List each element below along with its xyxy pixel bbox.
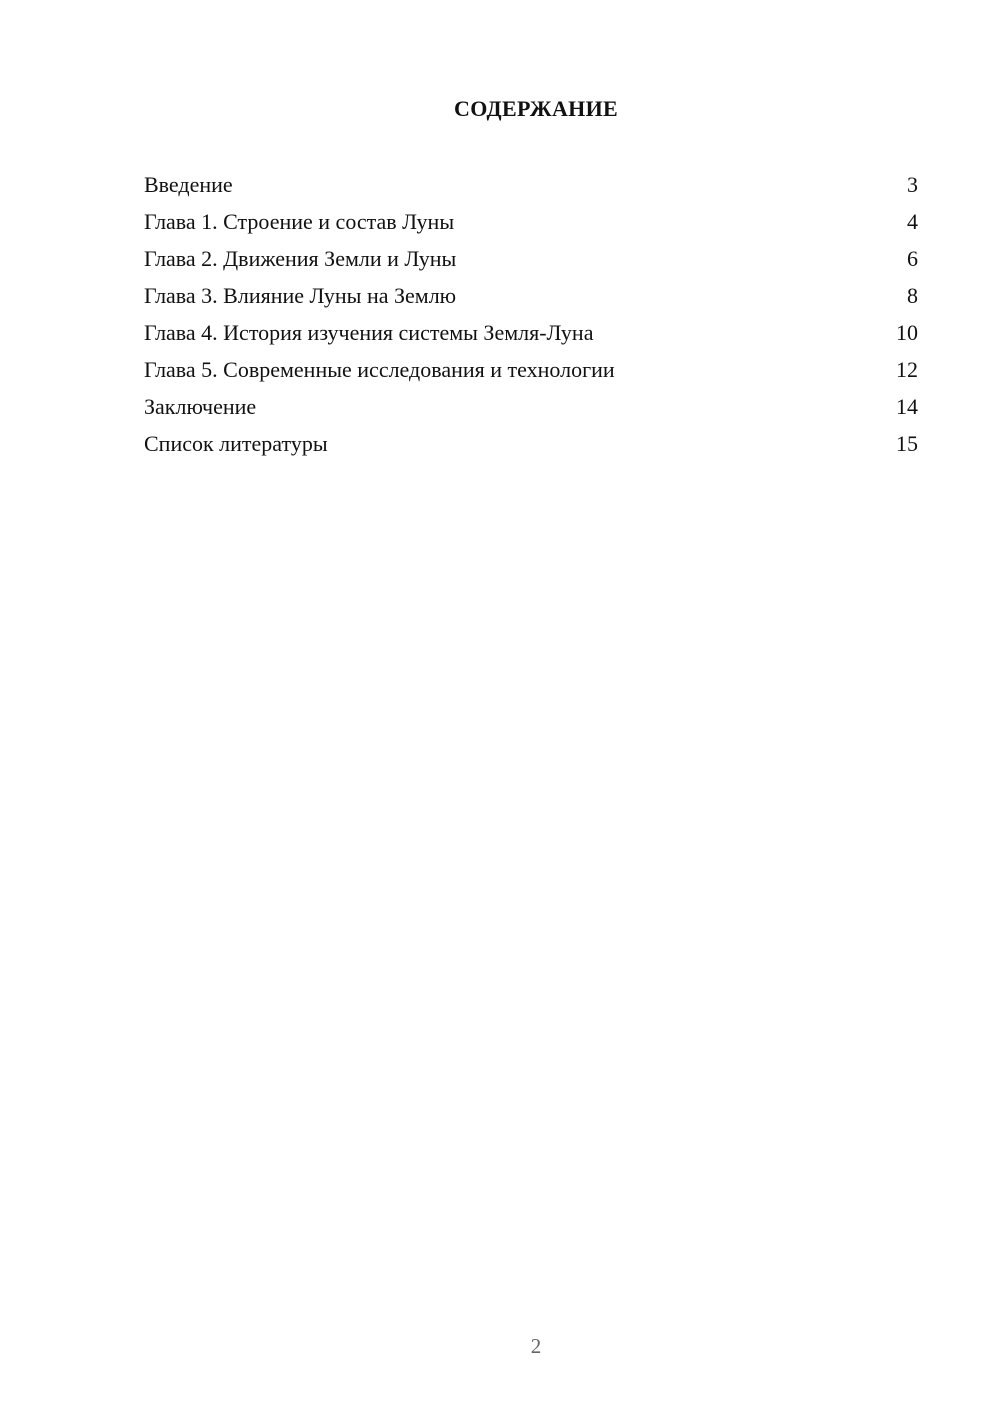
toc-entry-label: Заключение bbox=[144, 394, 257, 419]
page-number: 2 bbox=[530, 1334, 542, 1358]
toc-entry-label: Список литературы bbox=[144, 431, 328, 456]
toc-entry-conclusion bbox=[144, 392, 918, 429]
toc-entry-page: 4 bbox=[907, 209, 918, 234]
table-of-contents bbox=[144, 170, 918, 466]
toc-entry-chapter-2 bbox=[144, 244, 918, 281]
toc-entry-label: Глава 3. Влияние Луны на Землю bbox=[144, 283, 457, 308]
toc-entry-page: 12 bbox=[896, 357, 918, 382]
toc-entry-page: 6 bbox=[907, 246, 918, 271]
toc-entry-chapter-4 bbox=[144, 318, 918, 355]
toc-entry-page: 3 bbox=[907, 172, 918, 197]
toc-entry-page: 10 bbox=[896, 320, 918, 345]
toc-entry-label: Глава 2. Движения Земли и Луны bbox=[144, 246, 457, 271]
toc-entry-label: Введение bbox=[144, 172, 233, 197]
toc-entry-label: Глава 1. Строение и состав Луны bbox=[144, 209, 455, 234]
toc-entry-chapter-1 bbox=[144, 207, 918, 244]
toc-entry-page: 14 bbox=[896, 394, 918, 419]
toc-entry-page: 8 bbox=[907, 283, 918, 308]
toc-entry-introduction bbox=[144, 170, 918, 207]
toc-entry-label: Глава 4. История изучения системы Земля-Луна bbox=[144, 320, 594, 345]
toc-entry-chapter-3 bbox=[144, 281, 918, 318]
toc-entry-page: 15 bbox=[896, 431, 918, 456]
toc-entry-label: Глава 5. Современные исследования и технологии bbox=[144, 357, 615, 382]
toc-entry-chapter-5 bbox=[144, 355, 918, 392]
toc-entry-references bbox=[144, 429, 918, 466]
page-title: СОДЕРЖАНИЕ bbox=[454, 96, 618, 121]
